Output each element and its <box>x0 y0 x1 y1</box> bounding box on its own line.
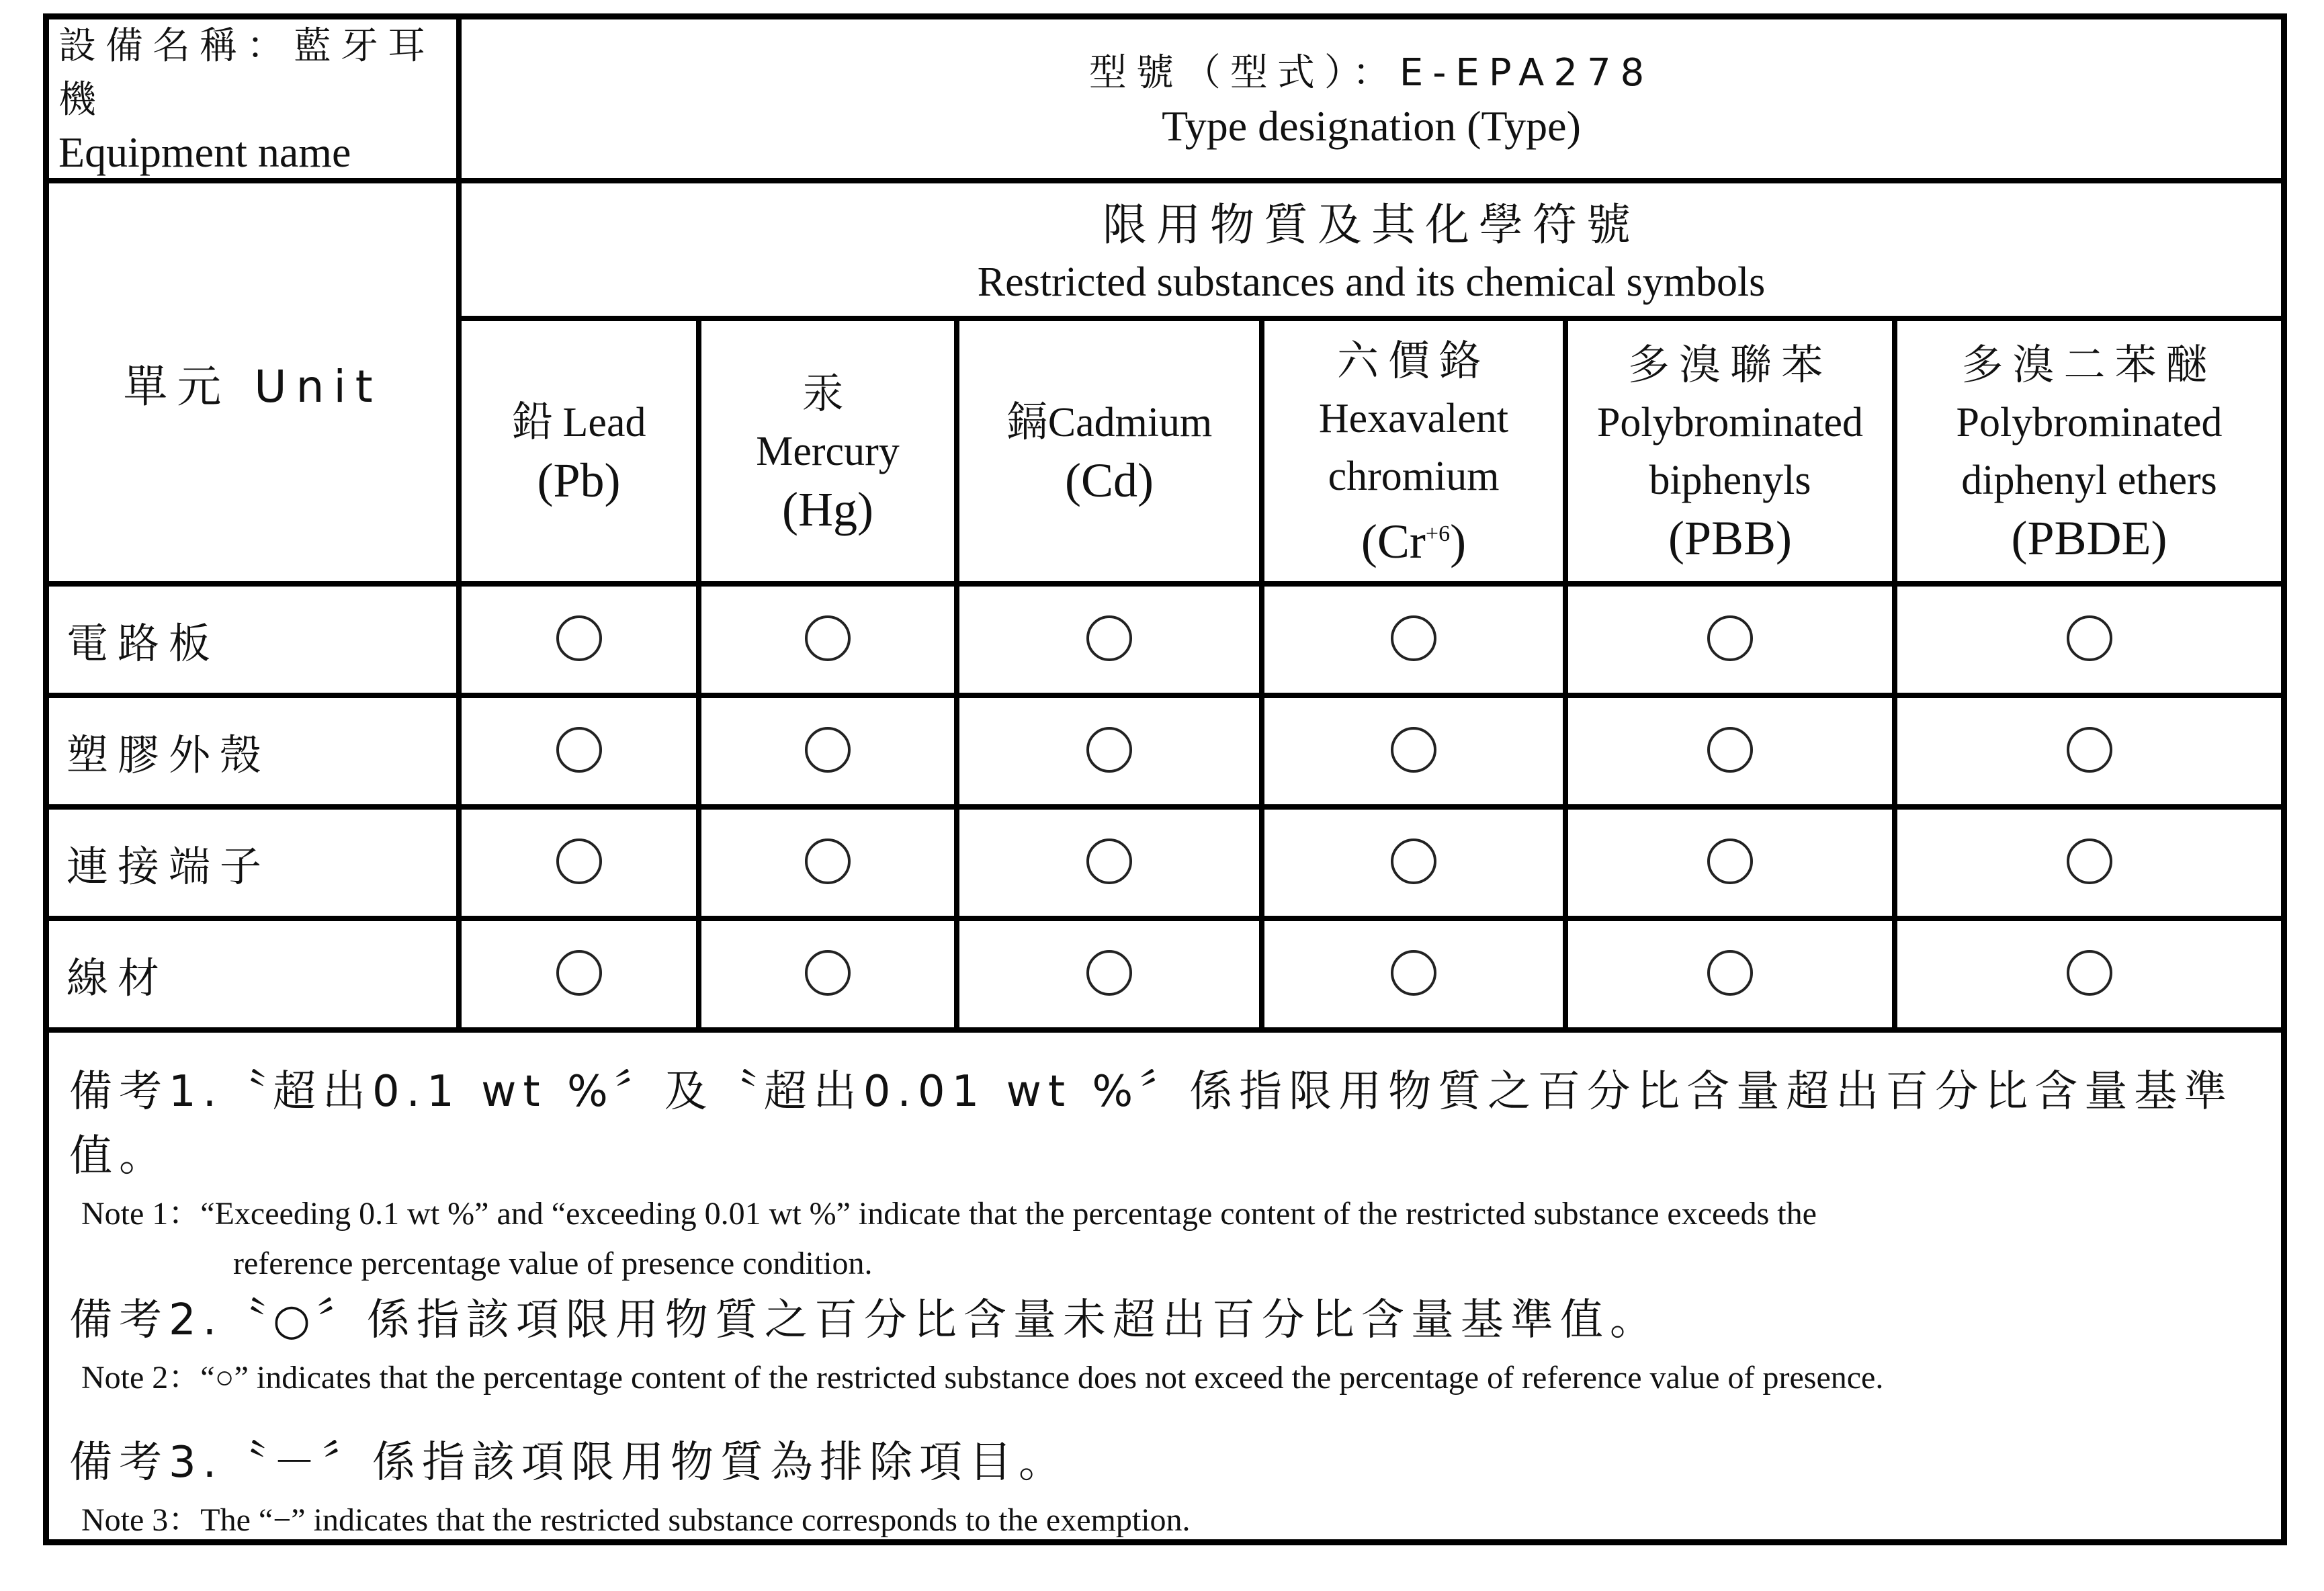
note-1-zh: 備考1.〝超出0.1 wt %〞及〝超出0.01 wt %〞係指限用物質之百分比含量超出百分比含量基準值。 <box>69 1067 2234 1181</box>
status-cell <box>1262 807 1565 918</box>
cadmium-symbol: (Cd) <box>1065 454 1154 507</box>
not-exceeding-mark <box>1086 727 1132 773</box>
status-cell <box>1565 695 1895 807</box>
status-cell <box>957 918 1262 1030</box>
cadmium-name-zh: 鎘 <box>1006 397 1048 446</box>
status-cell <box>699 695 957 807</box>
status-cell <box>1895 584 2281 695</box>
row-label-circuit-board: 電路板 <box>49 584 459 695</box>
status-cell <box>957 807 1262 918</box>
pbde-name-en-2: diphenyl ethers <box>1961 457 2217 503</box>
status-cell <box>699 584 957 695</box>
substance-header-cadmium <box>957 318 1262 584</box>
table-row <box>49 584 2281 695</box>
unit-header-label: 單元 Unit <box>123 360 382 413</box>
not-exceeding-mark <box>2067 615 2112 661</box>
note-2-zh: 備考2.〝○〞係指該項限用物質之百分比含量未超出百分比含量基準值。 <box>69 1295 1660 1345</box>
restricted-substances-header <box>459 181 2281 318</box>
group-header-row <box>49 181 2281 318</box>
not-exceeding-mark <box>1391 950 1436 996</box>
status-cell <box>1565 807 1895 918</box>
not-exceeding-mark <box>1707 615 1753 661</box>
not-exceeding-mark <box>556 615 602 661</box>
substance-header-hexavalent-chromium <box>1262 318 1565 584</box>
cadmium-name-en: Cadmium <box>1047 400 1213 445</box>
not-exceeding-mark <box>1707 838 1753 884</box>
mercury-name-en: Mercury <box>756 428 900 474</box>
status-cell <box>459 807 699 918</box>
status-cell <box>957 695 1262 807</box>
not-exceeding-mark <box>805 727 851 773</box>
row-label-cable: 線材 <box>49 918 459 1030</box>
chromium-symbol-sup: +6 <box>1425 521 1451 546</box>
pbb-name-zh: 多溴聯苯 <box>1627 339 1832 389</box>
table-row <box>49 918 2281 1030</box>
not-exceeding-mark <box>2067 838 2112 884</box>
not-exceeding-mark <box>1086 950 1132 996</box>
not-exceeding-mark <box>1086 838 1132 884</box>
group-header-en: Restricted substances and its chemical symbols <box>977 259 1766 305</box>
type-label-zh: 型號（型式）：E-EPA278 <box>1088 51 1654 95</box>
status-cell <box>1895 695 2281 807</box>
status-cell <box>1895 807 2281 918</box>
type-designation-cell <box>459 19 2281 181</box>
not-exceeding-mark <box>1707 727 1753 773</box>
pbde-name-zh: 多溴二苯醚 <box>1961 339 2217 389</box>
chromium-symbol <box>1264 505 1563 570</box>
not-exceeding-mark <box>1391 838 1436 884</box>
lead-name-zh: 鉛 <box>511 397 563 446</box>
not-exceeding-mark <box>556 838 602 884</box>
rohs-declaration-table <box>43 13 2287 1545</box>
status-cell <box>957 584 1262 695</box>
pbde-name-en-1: Polybrominated <box>1956 399 2223 445</box>
substance-header-lead <box>459 318 699 584</box>
row-label-connector: 連接端子 <box>49 807 459 918</box>
status-cell <box>699 807 957 918</box>
row-label-plastic-housing: 塑膠外殼 <box>49 695 459 807</box>
chromium-name-zh: 六價鉻 <box>1336 336 1490 385</box>
status-cell <box>459 918 699 1030</box>
lead-symbol: (Pb) <box>537 454 621 507</box>
note-spacer <box>69 1404 2281 1430</box>
chromium-symbol-base: (Cr <box>1361 515 1426 568</box>
status-cell <box>1895 918 2281 1030</box>
chromium-symbol-end: ) <box>1450 515 1467 568</box>
table-row <box>49 695 2281 807</box>
status-cell <box>699 918 957 1030</box>
table-row <box>49 807 2281 918</box>
not-exceeding-mark <box>1391 727 1436 773</box>
lead-name-en: Lead <box>562 400 646 445</box>
not-exceeding-mark <box>805 838 851 884</box>
status-cell <box>1262 584 1565 695</box>
not-exceeding-mark <box>1086 615 1132 661</box>
note-3-en: Note 3：The “−” indicates that the restricted substance corresponds to the exemption. <box>81 1502 1191 1538</box>
note-1-en-continued: reference percentage value of presence condition. <box>233 1246 873 1281</box>
type-label-en: Type designation (Type) <box>1162 102 1581 150</box>
header-row <box>49 19 2281 181</box>
note-1-en: Note 1：“Exceeding 0.1 wt %” and “exceeding 0.01 wt %” indicate that the percentage content of the restricted substance exceeds the <box>81 1196 1817 1232</box>
chromium-name-en-2: chromium <box>1328 454 1500 499</box>
not-exceeding-mark <box>556 950 602 996</box>
not-exceeding-mark <box>556 727 602 773</box>
substance-table <box>49 19 2281 1033</box>
status-cell <box>459 695 699 807</box>
equipment-name-cell <box>49 19 459 181</box>
note-3-zh: 備考3.〝－〞係指該項限用物質為排除項目。 <box>69 1438 1069 1488</box>
substance-header-mercury <box>699 318 957 584</box>
substance-header-pbde <box>1895 318 2281 584</box>
not-exceeding-mark <box>2067 950 2112 996</box>
not-exceeding-mark <box>805 615 851 661</box>
equipment-label-en: Equipment name <box>58 128 351 176</box>
substance-header-pbb <box>1565 318 1895 584</box>
pbb-name-en-1: Polybrominated <box>1596 399 1864 445</box>
pbb-symbol: (PBB) <box>1668 511 1793 565</box>
notes-section <box>49 1033 2281 1546</box>
not-exceeding-mark <box>2067 727 2112 773</box>
chromium-name-en-1: Hexavalent <box>1318 396 1509 441</box>
mercury-symbol: (Hg) <box>782 482 873 536</box>
status-cell <box>1565 918 1895 1030</box>
not-exceeding-mark <box>1391 615 1436 661</box>
status-cell <box>1565 584 1895 695</box>
status-cell <box>459 584 699 695</box>
pbde-symbol: (PBDE) <box>2011 511 2167 565</box>
note-2-en: Note 2：“○” indicates that the percentage content of the restricted substance does not exceed the percentage of reference value of presence. <box>81 1360 1884 1395</box>
not-exceeding-mark <box>1707 950 1753 996</box>
mercury-name-zh: 汞 <box>802 368 853 418</box>
unit-header <box>49 181 459 584</box>
status-cell <box>1262 695 1565 807</box>
equipment-label-zh: 設備名稱：藍牙耳機 <box>58 24 435 122</box>
status-cell <box>1262 918 1565 1030</box>
not-exceeding-mark <box>805 950 851 996</box>
pbb-name-en-2: biphenyls <box>1649 457 1811 503</box>
group-header-zh: 限用物質及其化學符號 <box>1103 198 1641 251</box>
